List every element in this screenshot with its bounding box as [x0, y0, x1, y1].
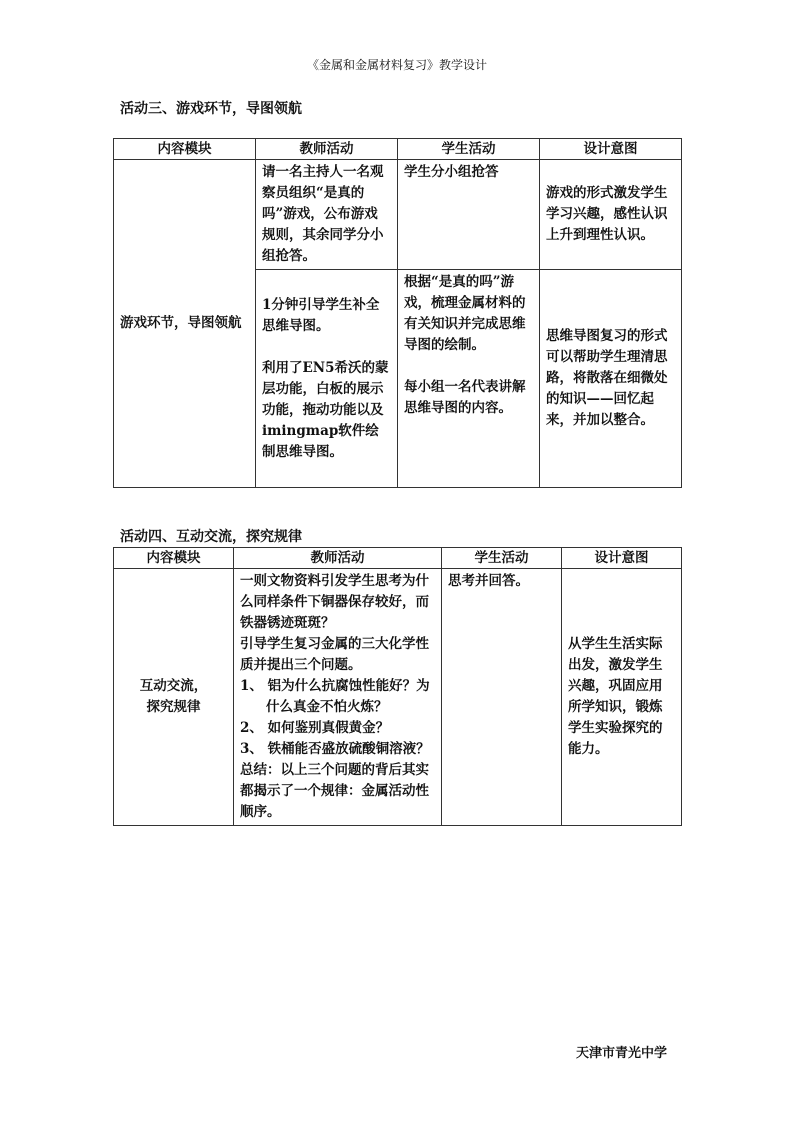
document-header: 《金属和金属材料复习》教学设计: [306, 58, 487, 72]
section4-title: 活动四、互动交流，探究规律: [120, 529, 302, 545]
teacher-text: 1分钟引导学生补全思维导图。: [262, 296, 380, 334]
student-cell: 学生分小组抢答: [398, 160, 540, 270]
question-item: 1、 铝为什么抗腐蚀性能好？为什么真金不怕火炼？: [240, 678, 430, 715]
col-header-module: 内容模块: [114, 139, 256, 160]
student-text: 根据“是真的吗”游戏，梳理金属材料的有关知识并完成思维导图的绘制。: [404, 274, 526, 353]
intent-cell: 游戏的形式激发学生学习兴趣，感性认识上升到理性认识。: [540, 160, 682, 270]
intent-cell: 思维导图复习的形式可以帮助学生理清思路，将散落在细微处的知识——回忆起来，并加以整合。: [540, 270, 682, 488]
teacher-cell: 请一名主持人一名观察员组织“是真的吗”游戏，公布游戏规则，其余同学分小组抢答。: [256, 160, 398, 270]
school-name: 天津市青光中学: [576, 1046, 668, 1061]
col-header-teacher: 教师活动: [256, 139, 398, 160]
student-text: 每小组一名代表讲解思维导图的内容。: [404, 379, 526, 416]
teacher-text: 利用了EN5希沃的蒙层功能，白板的展示功能，拖动功能以及imingmap软件绘制思维导图。: [262, 359, 389, 460]
module-cell: 游戏环节，导图领航: [114, 160, 256, 488]
col-header-teacher: 教师活动: [234, 548, 442, 569]
col-header-intent: 设计意图: [562, 548, 682, 569]
teacher-cell: [234, 569, 442, 826]
col-header-student: 学生活动: [398, 139, 540, 160]
intent-cell: 从学生生活实际出发，激发学生兴趣，巩固应用所学知识，锻炼学生实验探究的能力。: [562, 569, 682, 826]
table-header-row: [114, 139, 682, 160]
student-cell: [398, 270, 540, 488]
question-item: 2、 如何鉴别真假黄金？: [240, 720, 390, 736]
col-header-student: 学生活动: [442, 548, 562, 569]
module-cell: 互动交流，探究规律: [114, 569, 234, 826]
section4-table: [113, 547, 682, 826]
table-header-row: [114, 548, 682, 569]
section3-title: 活动三、游戏环节，导图领航: [120, 101, 302, 117]
question-item: 3、 铁桶能否盛放硫酸铜溶液？: [240, 741, 430, 757]
table-row: [114, 569, 682, 826]
teacher-text: 引导学生复习金属的三大化学性质并提出三个问题。: [240, 636, 429, 673]
summary-text: 总结：以上三个问题的背后其实都揭示了一个规律：金属活动性顺序。: [240, 762, 429, 820]
section3-table: [113, 138, 682, 488]
table-row: [114, 160, 682, 270]
col-header-module: 内容模块: [114, 548, 234, 569]
student-cell: 思考并回答。: [442, 569, 562, 826]
teacher-cell: [256, 270, 398, 488]
col-header-intent: 设计意图: [540, 139, 682, 160]
teacher-text: 一则文物资料引发学生思考为什么同样条件下铜器保存较好，而铁器锈迹斑斑？: [240, 573, 429, 631]
